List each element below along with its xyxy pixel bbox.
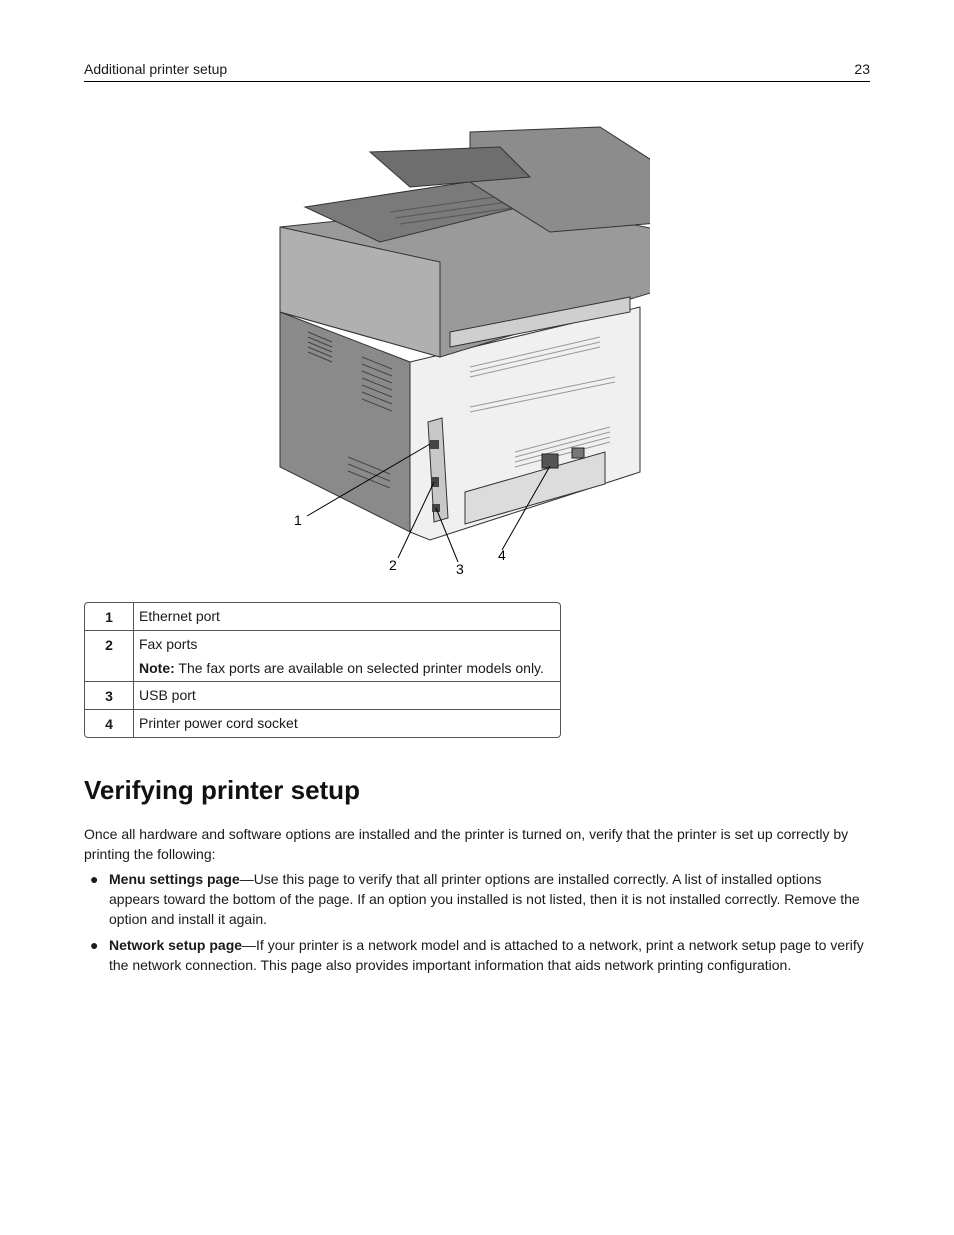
intro-paragraph: Once all hardware and software options are installed and the printer is turned on, verify that the printer is set up correctly by printing the following: — [84, 826, 849, 862]
table-row — [85, 682, 560, 710]
bullet-term: Menu settings page — [109, 871, 240, 887]
row-number: 4 — [85, 710, 134, 737]
note-label: Note: — [139, 660, 175, 676]
section-heading: Verifying printer setup — [84, 775, 360, 805]
ethernet-port-shape — [430, 440, 439, 449]
printer-left-side — [280, 312, 410, 532]
table-row — [85, 603, 560, 631]
power-socket-shape — [542, 454, 558, 468]
note-text: The fax ports are available on selected printer models only. — [174, 660, 544, 676]
bullet-text: —If your printer is a network model and is attached to a network, print a network setup page to verify the network connection. This page also provides important information that aids network printing configuration. — [109, 937, 864, 973]
callout-1: 1 — [294, 512, 302, 528]
port-legend-table — [84, 602, 561, 738]
header-title: Additional printer setup — [84, 61, 228, 77]
row-number: 2 — [85, 631, 134, 682]
row-label: USB port — [134, 682, 560, 710]
row-label: Ethernet port — [134, 603, 560, 631]
bullet-text: —Use this page to verify that all printer options are installed correctly. A list of installed options appears toward the bottom of the page. If an option you installed is not listed, then it is not installed correctly. Remove the option and install it again. — [109, 871, 860, 927]
bullet-icon: ● — [90, 871, 99, 887]
list-item — [84, 935, 874, 975]
table-row — [85, 710, 560, 737]
row-number: 3 — [85, 682, 134, 710]
row-label: Printer power cord socket — [139, 715, 298, 731]
printer-rear-illustration — [270, 122, 650, 582]
callout-3: 3 — [456, 561, 464, 577]
bullet-term: Network setup page — [109, 937, 243, 953]
row-label: Fax ports — [139, 636, 198, 652]
table-row — [85, 631, 560, 682]
page-number: 23 — [854, 61, 870, 77]
bullet-icon: ● — [90, 937, 99, 953]
row-number: 1 — [85, 603, 134, 631]
power-switch-shape — [572, 448, 584, 458]
list-item — [84, 869, 874, 929]
row-description — [134, 631, 560, 682]
row-note — [139, 660, 554, 676]
callout-2: 2 — [389, 557, 397, 573]
page-header — [84, 60, 870, 82]
callout-4: 4 — [498, 547, 506, 563]
bullet-list — [84, 869, 874, 981]
